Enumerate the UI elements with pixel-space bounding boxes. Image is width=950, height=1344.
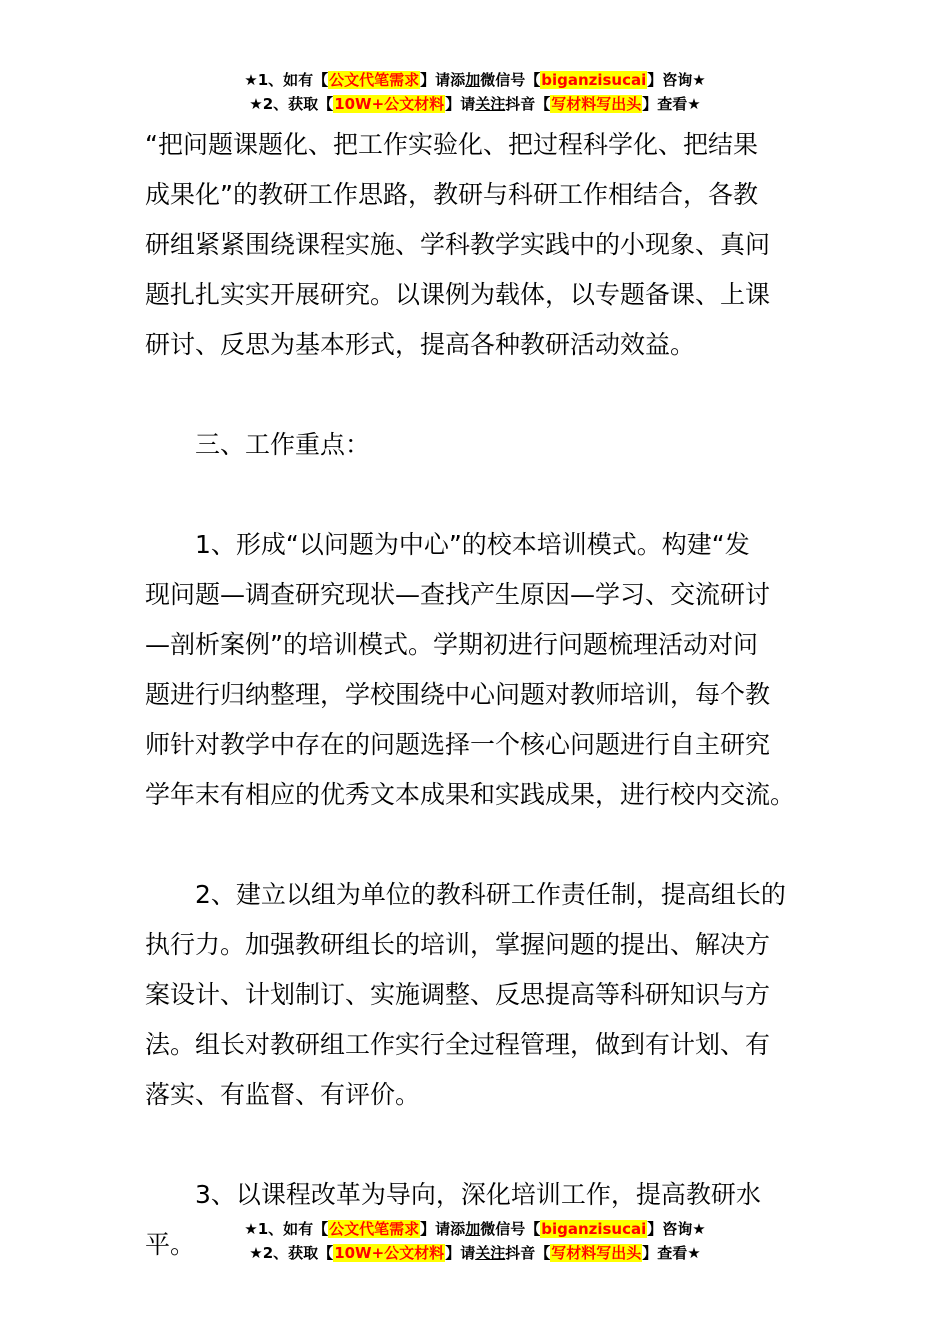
paragraph-intro [145,120,810,370]
highlight-service: 公文代笔需求 [329,71,420,89]
highlight-wechat-id: biganzisucai [541,71,647,89]
paragraph-1 [145,520,810,820]
text-line: 案设计、计划制订、实施调整、反思提高等科研知识与方 [145,980,771,1009]
highlight-materials: 10W+公文材料 [334,1244,445,1262]
text-line: 执行力。加强教研组长的培训，掌握问题的提出、解决方 [145,930,771,959]
text-line: 法。组长对教研组工作实行全过程管理，做到有计划、有 [145,1030,771,1059]
highlight-douyin: 写材料写出头 [551,95,642,113]
text-line: 1、形成“以问题为中心”的校本培训模式。构建“发 [195,530,750,559]
banner-line-2: ★2、获取【10W+公文材料】请关注抖音【写材料写出头】查看★ [249,95,701,113]
section-heading: 三、工作重点： [195,430,371,459]
text-line: 研讨、反思为基本形式，提高各种教研活动效益。 [145,330,696,359]
banner-line-1: ★1、如有【公文代笔需求】请添加微信号【biganzisucai】咨询★ [244,71,706,89]
text-line: 师针对教学中存在的问题选择一个核心问题进行自主研究 [145,730,771,759]
top-banner [0,69,950,117]
text-line: 落实、有监督、有评价。 [145,1080,421,1109]
bottom-banner [0,1218,950,1266]
paragraph-3: 3、以课程改革为导向，深化培训工作，提高教研水平。 [145,1180,761,1259]
text-line: 研组紧紧围绕课程实施、学科教学实践中的小现象、真问 [145,230,771,259]
highlight-wechat-id: biganzisucai [541,1220,647,1238]
text-line: —剖析案例”的培训模式。学期初进行问题梳理活动对问 [145,630,758,659]
banner-line-2: ★2、获取【10W+公文材料】请关注抖音【写材料写出头】查看★ [249,1244,701,1262]
paragraph-2 [145,870,810,1120]
highlight-materials: 10W+公文材料 [334,95,445,113]
banner-line-1: ★1、如有【公文代笔需求】请添加微信号【biganzisucai】咨询★ [244,1220,706,1238]
text-line: 现问题—调查研究现状—查找产生原因—学习、交流研讨 [145,580,771,609]
highlight-douyin: 写材料写出头 [551,1244,642,1262]
highlight-service: 公文代笔需求 [329,1220,420,1238]
text-line: 题进行归纳整理，学校围绕中心问题对教师培训，每个教 [145,680,771,709]
text-line: 成果化”的教研工作思路，教研与科研工作相结合，各教 [145,180,758,209]
document-body [145,120,810,1270]
text-line: 2、建立以组为单位的教科研工作责任制，提高组长的 [195,880,786,909]
text-line: 学年末有相应的优秀文本成果和实践成果，进行校内交流。 [145,780,796,809]
text-line: “把问题课题化、把工作实验化、把过程科学化、把结果 [145,130,758,159]
text-line: 题扎扎实实开展研究。以课例为载体，以专题备课、上课 [145,280,771,309]
